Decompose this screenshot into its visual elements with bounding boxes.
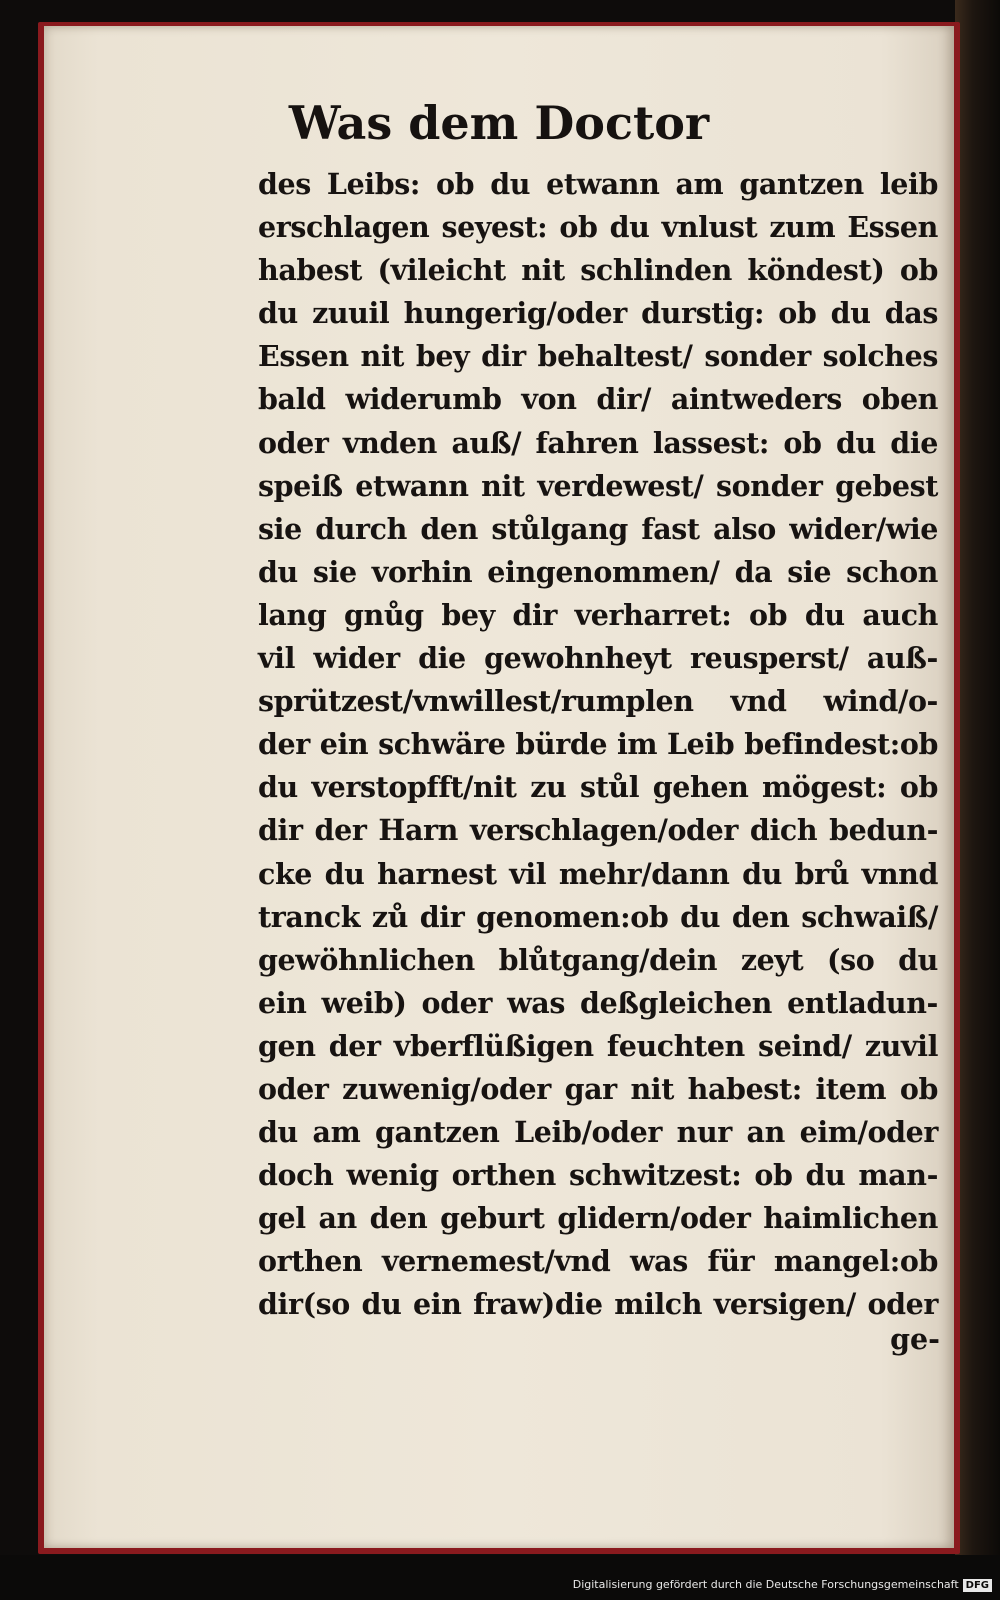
text-line: vil wider die gewohnheyt reusperst/ auß- — [258, 641, 938, 676]
text-line: des Leibs: ob du etwann am gantzen leib — [258, 167, 938, 201]
text-line: doch wenig orthen schwitzest: ob du man- — [258, 1158, 938, 1193]
text-line: speiß etwann nit verdewest/ sonder gebest — [258, 468, 938, 503]
text-line: dir(so du ein fraw)die milch versigen/ oder — [258, 1287, 938, 1322]
dfg-logo: DFG — [963, 1579, 992, 1592]
text-line: gewöhnlichen blůtgang/dein zeyt (so du — [258, 942, 938, 977]
text-line: du sie vorhin eingenommen/ da sie schon — [258, 554, 938, 589]
catchword: ge- — [890, 1322, 940, 1356]
text-line: du am gantzen Leib/oder nur an eim/oder — [258, 1115, 938, 1150]
book-page — [44, 26, 954, 1548]
text-line: gen der vberflüßigen feuchten seind/ zuvil — [258, 1028, 938, 1063]
footer-credit — [573, 1578, 992, 1592]
text-line: bald widerumb von dir/ aintweders oben — [258, 382, 938, 417]
text-line: erschlagen seyest: ob du vnlust zum Essen — [258, 210, 938, 245]
text-line: sprützest/vnwillest/rumplen vnd wind/o- — [258, 684, 938, 719]
text-line: lang gnůg bey dir verharret: ob du auch — [258, 597, 938, 632]
footer-credit-text: Digitalisierung gefördert durch die Deutsche Forschungsgemeinschaft — [572, 1578, 959, 1591]
text-line: dir der Harn verschlagen/oder dich bedun- — [258, 813, 938, 848]
running-head: Was dem Doctor — [288, 96, 710, 150]
text-line: oder vnden auß/ fahren lassest: ob du die — [258, 425, 938, 460]
text-line: der ein schwäre bürde im Leib befindest:ob — [258, 727, 938, 762]
text-line: gel an den geburt glidern/oder haimlichen — [258, 1201, 938, 1236]
text-line: tranck zů dir genomen:ob du den schwaiß/ — [258, 899, 938, 934]
text-line: orthen vernemest/vnd was für mangel:ob — [258, 1244, 938, 1279]
text-line: habest (vileicht nit schlinden köndest) ob — [258, 253, 938, 288]
text-line: du zuuil hungerig/oder durstig: ob du das — [258, 296, 938, 331]
text-line: Essen nit bey dir behaltest/ sonder solches — [258, 339, 938, 374]
text-line: oder zuwenig/oder gar nit habest: item ob — [258, 1071, 938, 1106]
text-line: sie durch den stůlgang fast also wider/wie — [258, 511, 938, 546]
text-line: cke du harnest vil mehr/dann du brů vnnd — [258, 856, 938, 891]
text-block — [258, 163, 938, 1327]
text-line: ein weib) oder was deßgleichen entladun- — [258, 985, 938, 1020]
book-binding-edge — [955, 0, 1000, 1600]
text-line: du verstopfft/nit zu stůl gehen mögest: ob — [258, 770, 938, 805]
